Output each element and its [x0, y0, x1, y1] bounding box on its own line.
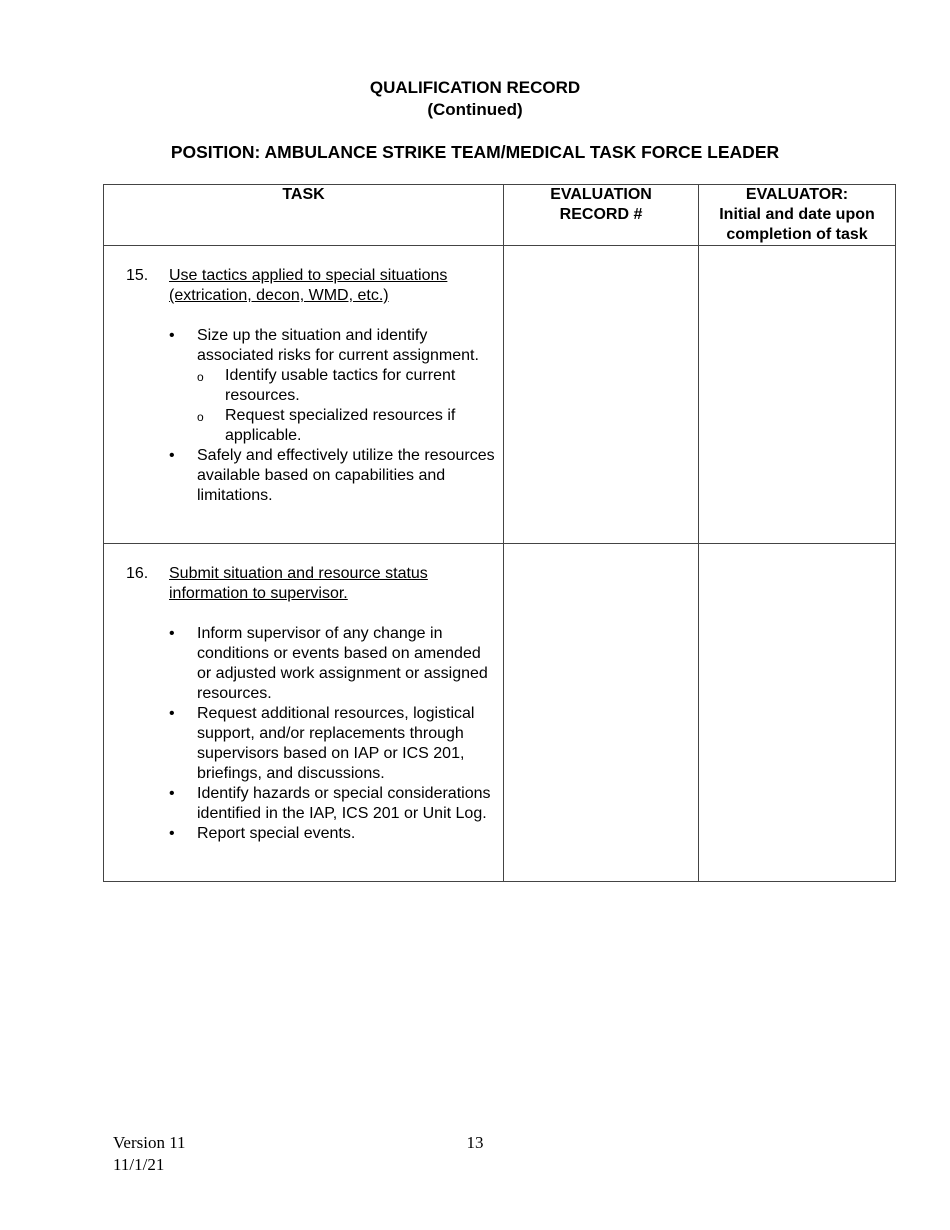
sub-bullet-list	[197, 366, 495, 446]
evaluation-record-cell[interactable]	[504, 544, 699, 882]
evaluator-cell[interactable]	[699, 544, 896, 882]
bullet-item: • Inform supervisor of any change in conditions or events based on amended or adjusted work assignment or assigned resources.	[169, 624, 495, 704]
bullet-item: • Report special events.	[169, 824, 495, 844]
task-number: 16.	[126, 565, 149, 582]
column-header-evaluator	[699, 185, 896, 246]
qualification-table	[103, 184, 896, 882]
task-number: 15.	[126, 267, 149, 284]
column-header-evaluator-line: EVALUATOR:	[745, 186, 849, 203]
page-number: 13	[466, 1133, 484, 1152]
task-title	[169, 564, 428, 604]
bullet-item: • Safely and effectively utilize the resources available based on capabilities and limitations.	[169, 446, 495, 506]
sub-bullet-item: o Request specialized resources if applicable.	[197, 406, 495, 446]
column-header-evaluation-record	[504, 185, 699, 246]
table-header-row	[104, 185, 896, 246]
bullet-item: • Request additional resources, logistical support, and/or replacements through supervisors based on IAP or ICS 201, briefings, and discussions.	[169, 704, 495, 784]
evaluator-cell[interactable]	[699, 246, 896, 544]
task-title	[169, 266, 447, 306]
column-header-task	[104, 185, 504, 246]
bullet-item: • Identify hazards or special considerations identified in the IAP, ICS 201 or Unit Log.	[169, 784, 495, 824]
table-row	[104, 246, 896, 544]
task-bullet-list	[126, 624, 495, 844]
footer-date: 11/1/21	[113, 1155, 165, 1174]
position-heading: POSITION: AMBULANCE STRIKE TEAM/MEDICAL TASK FORCE LEADER	[170, 142, 780, 162]
page-subtitle: (Continued)	[427, 100, 523, 119]
task-title-line: information to supervisor.	[169, 585, 348, 602]
task-title-line: Use tactics applied to special situations	[169, 267, 448, 284]
table-row	[104, 544, 896, 882]
bullet-item	[169, 326, 495, 446]
task-cell-16	[104, 544, 504, 882]
task-cell-15	[104, 246, 504, 544]
task-title-line: Submit situation and resource status	[169, 565, 428, 582]
page-title: QUALIFICATION RECORD	[369, 78, 581, 97]
evaluation-record-cell[interactable]	[504, 246, 699, 544]
sub-bullet-item: o Identify usable tactics for current resources.	[197, 366, 495, 406]
task-title-line: (extrication, decon, WMD, etc.)	[169, 287, 389, 304]
bullet-text: Size up the situation and identify associated risks for current assignment.	[197, 327, 479, 364]
column-header-record-line: RECORD #	[559, 206, 643, 223]
column-header-task-label: TASK	[282, 186, 325, 203]
column-header-initial-line: Initial and date upon	[719, 206, 875, 223]
column-header-evaluation-line: EVALUATION	[550, 186, 652, 203]
task-bullet-list	[126, 326, 495, 506]
footer-version: Version 11	[113, 1133, 186, 1152]
column-header-completion-line: completion of task	[726, 226, 868, 243]
